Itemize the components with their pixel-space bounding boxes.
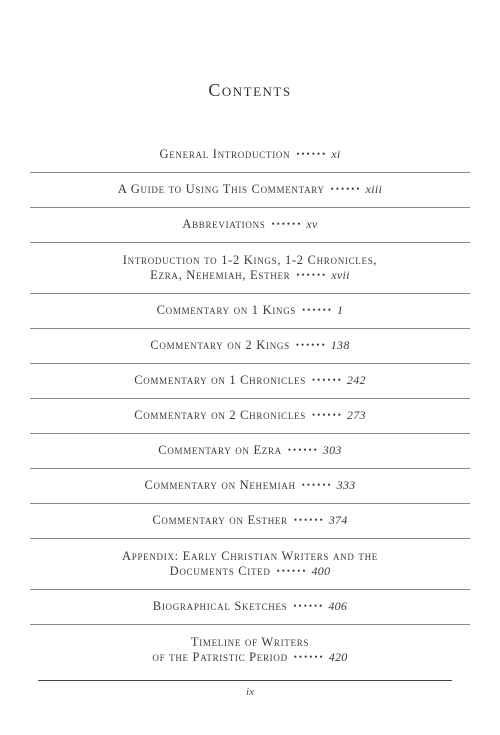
leader-dots: •••••• (276, 565, 308, 576)
toc-entry[interactable] (30, 469, 470, 503)
toc-entry-line (123, 253, 377, 268)
page-folio: ix (246, 686, 254, 698)
toc-entry-title: Commentary on Nehemiah (144, 478, 296, 492)
leader-dots: •••••• (293, 601, 325, 611)
toc-entry-title: of the Patristic Period (152, 649, 288, 664)
toc-entry[interactable] (30, 173, 470, 207)
toc-entry-line (170, 564, 331, 580)
toc-page-number: xv (306, 217, 318, 231)
toc-entry[interactable] (30, 399, 470, 433)
toc-page-number: 420 (328, 649, 348, 664)
toc-entry[interactable] (30, 504, 470, 538)
toc-entry[interactable] (30, 208, 470, 242)
leader-dots: •••••• (296, 269, 328, 280)
toc-page-number: 242 (346, 373, 366, 387)
leader-dots: •••••• (302, 305, 334, 315)
toc-entry-title: Commentary on Esther (152, 513, 288, 527)
toc-entry-line (153, 599, 347, 615)
leader-dots: •••••• (295, 340, 327, 350)
toc-entry-line (157, 303, 344, 319)
toc-entry-line (150, 338, 349, 354)
toc-entry-title: A Guide to Using This Commentary (117, 182, 325, 196)
leader-dots: •••••• (296, 149, 328, 159)
toc-entry-line (122, 549, 378, 564)
toc-page-number: xi (331, 147, 341, 161)
toc-entry[interactable] (30, 138, 470, 172)
toc-entry[interactable] (30, 590, 470, 624)
toc-entry-title: Commentary on 1 Kings (156, 303, 297, 317)
toc-entry-title: General Introduction (159, 147, 291, 161)
toc-entry-line (118, 182, 382, 198)
toc-entry-title: Abbreviations (182, 217, 266, 231)
toc-entry-title: Commentary on 1 Chronicles (134, 373, 306, 387)
toc-entry-title: Biographical Sketches (152, 599, 288, 613)
toc-entry-line (160, 147, 341, 163)
toc-page-number: 406 (328, 599, 348, 613)
toc-entry-line (144, 478, 355, 494)
toc-entry-title: Introduction to 1-2 Kings, 1-2 Chronicles, (122, 252, 378, 267)
toc-entry-line (152, 513, 347, 529)
toc-entry-line (150, 268, 350, 284)
toc-entry[interactable] (30, 329, 470, 363)
toc-entry-title: Commentary on 2 Chronicles (134, 408, 306, 422)
toc-page-number: 303 (322, 443, 342, 457)
toc-page-number: 400 (311, 563, 331, 578)
leader-dots: •••••• (271, 219, 303, 229)
toc-entry[interactable] (30, 539, 470, 589)
toc-entry[interactable] (30, 434, 470, 468)
toc-entry[interactable] (30, 625, 470, 675)
toc-entry[interactable] (30, 243, 470, 293)
footer-rule (38, 680, 452, 681)
toc-entry-title: Commentary on Ezra (158, 443, 282, 457)
toc-page-number: 333 (336, 478, 356, 492)
toc-page-number: xiii (365, 182, 383, 196)
toc-entry-line (191, 635, 309, 650)
leader-dots: •••••• (293, 515, 325, 525)
toc-page-number: xvii (331, 267, 350, 282)
leader-dots: •••••• (311, 375, 343, 385)
toc-page-number: 1 (337, 303, 344, 317)
toc-entry-line (134, 373, 366, 389)
toc-page-number: 374 (328, 513, 348, 527)
toc-entry-title: Commentary on 2 Kings (150, 338, 290, 352)
leader-dots: •••••• (293, 651, 325, 662)
toc-entry-title: Timeline of Writers (190, 634, 310, 649)
toc-entry-title: Ezra, Nehemiah, Esther (150, 267, 291, 282)
toc-entry[interactable] (30, 294, 470, 328)
leader-dots: •••••• (287, 445, 319, 455)
table-of-contents (30, 138, 470, 675)
toc-entry[interactable] (30, 364, 470, 398)
leader-dots: •••••• (311, 410, 343, 420)
toc-page-number: 273 (346, 408, 366, 422)
toc-entry-line (182, 217, 317, 233)
toc-entry-title: Appendix: Early Christian Writers and the (122, 548, 378, 563)
toc-entry-line (152, 650, 347, 666)
toc-entry-line (134, 408, 366, 424)
toc-page-number: 138 (330, 338, 350, 352)
leader-dots: •••••• (330, 184, 362, 194)
page-title: Contents (208, 80, 292, 100)
leader-dots: •••••• (301, 480, 333, 490)
toc-entry-title: Documents Cited (169, 563, 271, 578)
toc-entry-line (158, 443, 341, 459)
